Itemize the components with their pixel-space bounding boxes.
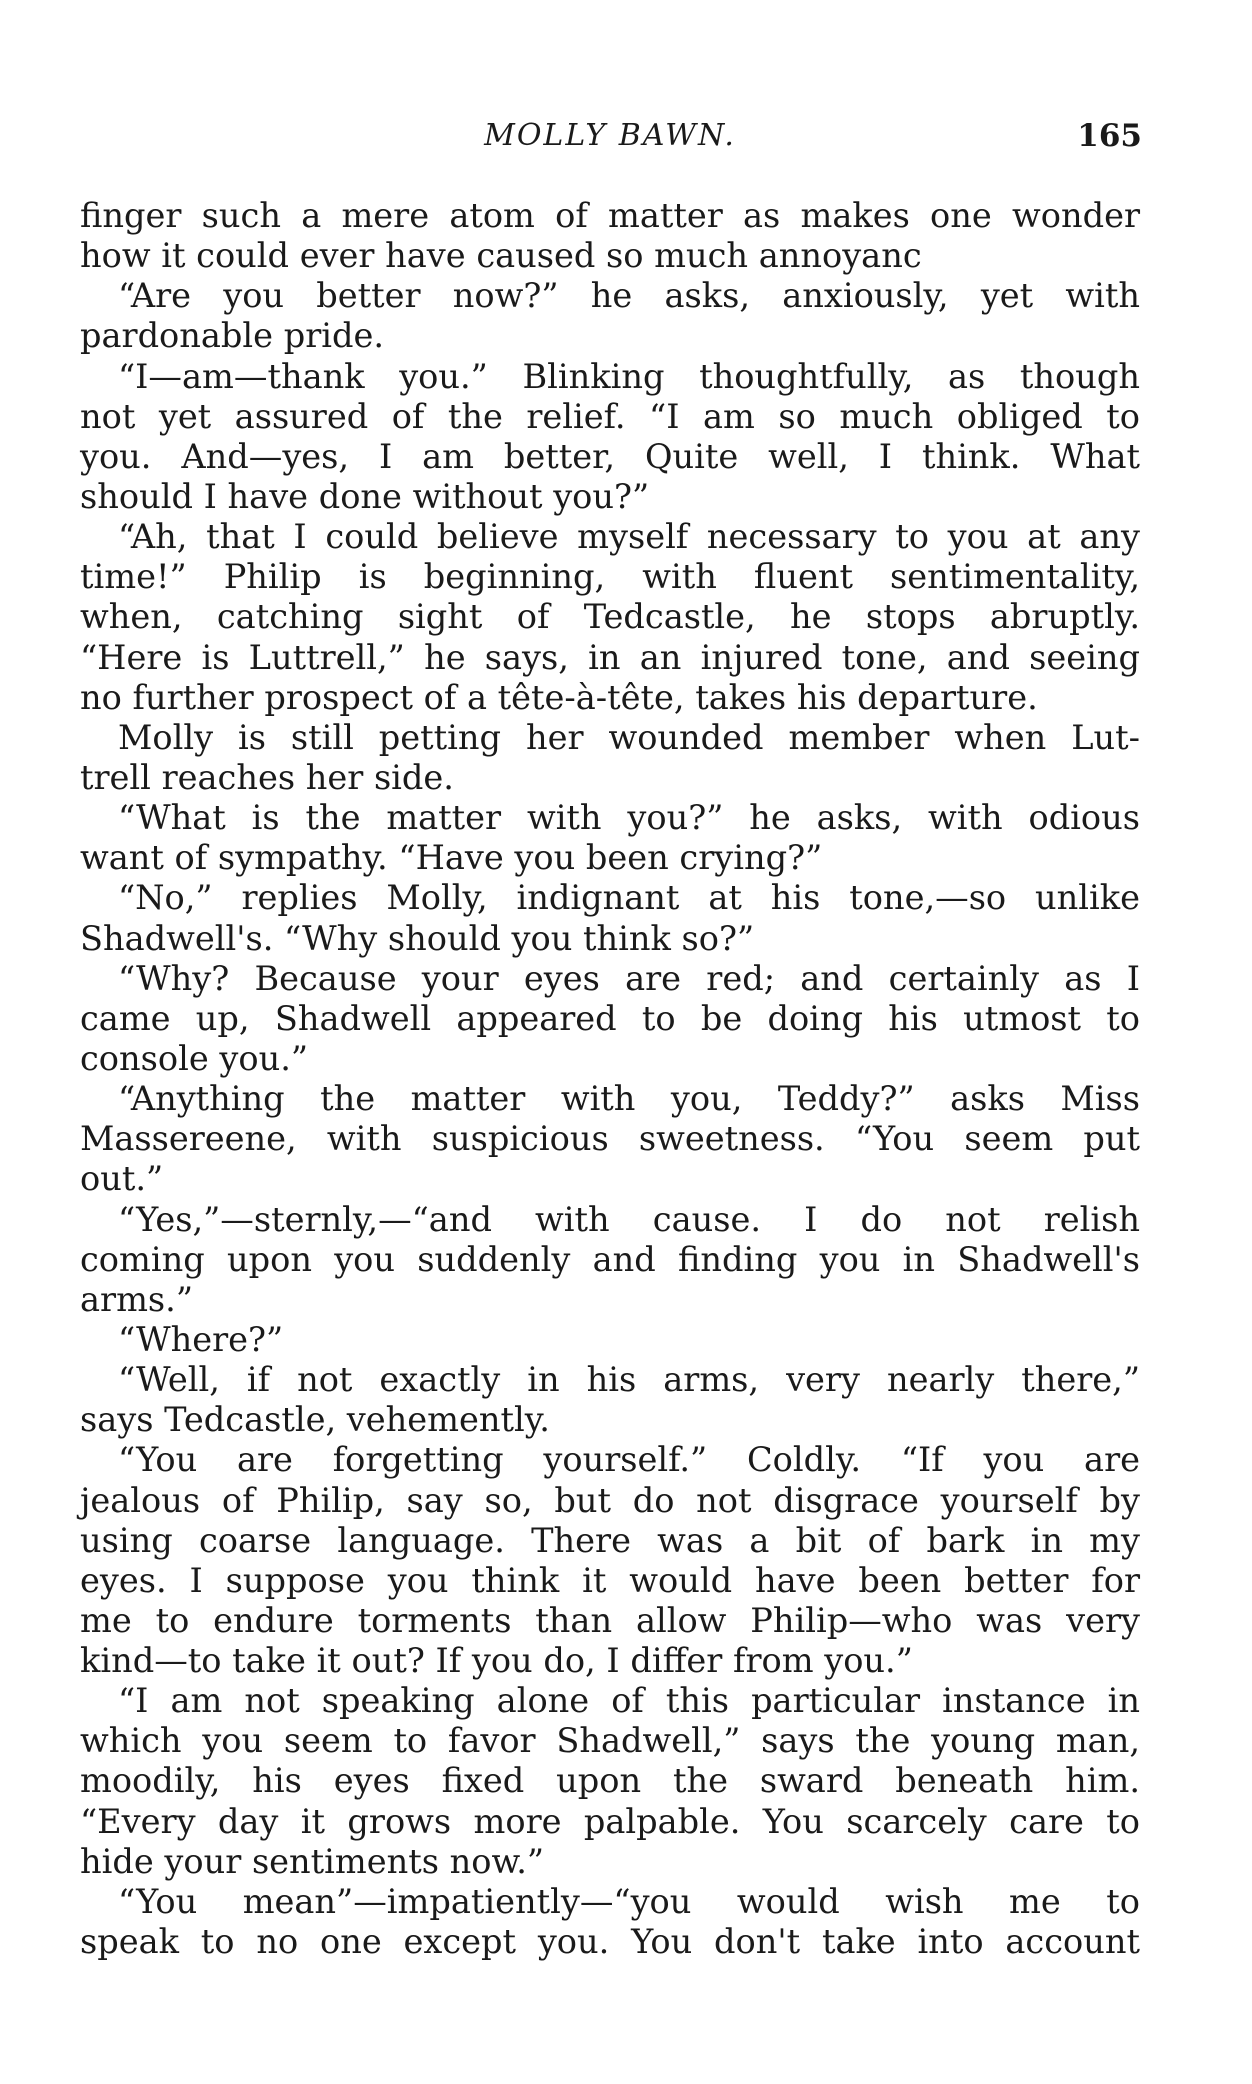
text-line: “Here is Luttrell,” he says, in an injured tone, and seeing xyxy=(80,637,1140,677)
text-line: “Ah, that I could believe myself necessary to you at any xyxy=(118,517,1140,557)
text-line: moodily, his eyes fixed upon the sward beneath him. xyxy=(80,1761,1140,1801)
text-line: when, catching sight of Tedcastle, he stops abruptly. xyxy=(80,597,1140,637)
text-line: “Are you better now?” he asks, anxiously, yet with xyxy=(118,276,1140,316)
text-line: “You mean”—impatiently—“you would wish me to xyxy=(118,1881,1140,1921)
text-line: “No,” replies Molly, indignant at his tone,—so unlike xyxy=(118,878,1140,918)
text-line: Massereene, with suspicious sweetness. “You seem put xyxy=(80,1119,1140,1159)
text-line: “Well, if not exactly in his arms, very nearly there,” xyxy=(118,1360,1140,1400)
text-line: out.” xyxy=(80,1159,164,1199)
text-line: speak to no one except you. You don't take into account xyxy=(80,1922,1140,1962)
text-line: not yet assured of the relief. “I am so much obliged to xyxy=(80,396,1140,436)
text-line: how it could ever have caused so much annoyanc xyxy=(80,236,922,276)
text-line: using coarse language. There was a bit of bark in my xyxy=(80,1520,1140,1560)
text-line: should I have done without you?” xyxy=(80,476,650,516)
text-line: trell reaches her side. xyxy=(80,757,454,797)
text-line: came up, Shadwell appeared to be doing his utmost to xyxy=(80,998,1140,1038)
text-line: arms.” xyxy=(80,1279,193,1319)
text-line: time!” Philip is beginning, with fluent sentimentality, xyxy=(80,557,1140,597)
text-line: “Why? Because your eyes are red; and certainly as I xyxy=(118,958,1140,998)
running-header xyxy=(80,118,1140,158)
text-line: “You are forgetting yourself.” Coldly. “If you are xyxy=(118,1440,1140,1480)
text-line: “What is the matter with you?” he asks, with odious xyxy=(118,798,1140,838)
text-line: hide your sentiments now.” xyxy=(80,1841,545,1881)
text-line: says Tedcastle, vehemently. xyxy=(80,1400,550,1440)
text-line: you. And—yes, I am better, Quite well, I think. What xyxy=(80,436,1140,476)
text-line: jealous of Philip, say so, but do not disgrace yourself by xyxy=(80,1480,1140,1520)
text-line: “Where?” xyxy=(118,1319,284,1359)
text-line: coming upon you suddenly and finding you in Shadwell's xyxy=(80,1239,1140,1279)
text-line: Shadwell's. “Why should you think so?” xyxy=(80,918,755,958)
text-line: “I—am—thank you.” Blinking thoughtfully, as though xyxy=(118,356,1140,396)
text-line: which you seem to favor Shadwell,” says the young man, xyxy=(80,1721,1140,1761)
running-title: MOLLY BAWN. xyxy=(484,118,736,153)
text-line: pardonable pride. xyxy=(80,316,385,356)
text-line: “Anything the matter with you, Teddy?” asks Miss xyxy=(118,1079,1140,1119)
text-line: me to endure torments than allow Philip—who was very xyxy=(80,1600,1140,1640)
text-line: no further prospect of a tête-à-tête, takes his departure. xyxy=(80,677,1038,717)
text-line: want of sympathy. “Have you been crying?” xyxy=(80,838,823,878)
body-text xyxy=(80,196,1140,1962)
text-line: console you.” xyxy=(80,1038,309,1078)
text-line: finger such a mere atom of matter as makes one wonder xyxy=(80,196,1140,235)
text-line: “I am not speaking alone of this particular instance in xyxy=(118,1681,1140,1721)
page-number: 165 xyxy=(1077,118,1142,154)
text-line: kind—to take it out? If you do, I differ from you.” xyxy=(80,1641,913,1681)
text-line: “Every day it grows more palpable. You scarcely care to xyxy=(80,1801,1140,1841)
text-line: eyes. I suppose you think it would have been better for xyxy=(80,1560,1140,1600)
text-line: “Yes,”—sternly,—“and with cause. I do not relish xyxy=(118,1199,1140,1239)
text-line: Molly is still petting her wounded member when Lut- xyxy=(118,717,1140,757)
